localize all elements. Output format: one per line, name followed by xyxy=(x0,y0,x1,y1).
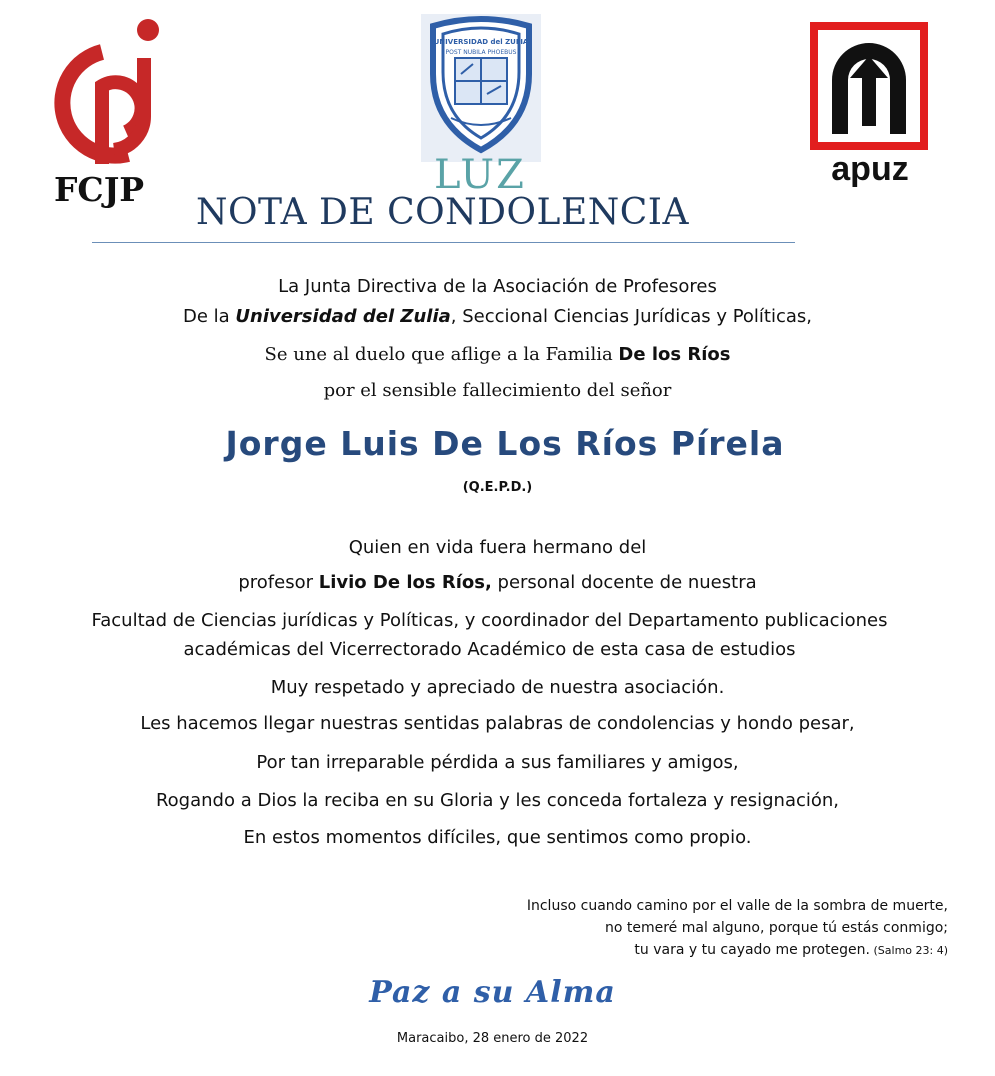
apuz-logo-text: apuz xyxy=(831,150,909,188)
psalm-reference: (Salmo 23: 4) xyxy=(870,944,948,957)
intro-line-1: La Junta Directiva de la Asociación de Profesores xyxy=(278,276,717,297)
body-line-2-prefix: profesor xyxy=(238,572,319,593)
intro-line-2-suffix: , Seccional Ciencias Jurídicas y Políticas, xyxy=(450,306,813,327)
body-line-7: Por tan irreparable pérdida a sus familiares y amigos, xyxy=(256,752,739,773)
psalm-line-2: no temeré mal alguno, porque tú estás conmigo; xyxy=(604,920,948,936)
psalm-line-1: Incluso cuando camino por el valle de la sombra de muerte, xyxy=(526,898,948,914)
deceased-name: Jorge Luis De Los Ríos Pírela xyxy=(225,424,785,463)
psalm-line-3-text: tu vara y tu cayado me protegen. xyxy=(634,942,870,958)
page-title: NOTA DE CONDOLENCIA xyxy=(196,192,689,233)
intro-line-2 xyxy=(0,306,995,327)
intro-line-3 xyxy=(0,344,995,365)
university-name: Universidad del Zulia xyxy=(235,306,451,327)
place-and-date: Maracaibo, 28 enero de 2022 xyxy=(396,1031,589,1046)
body-line-1: Quien en vida fuera hermano del xyxy=(348,537,647,558)
seal-motto-bottom: POST NUBILA PHOEBUS xyxy=(445,49,517,56)
body-line-6: Les hacemos llegar nuestras sentidas palabras de condolencias y hondo pesar, xyxy=(140,713,855,734)
apuz-emblem-icon xyxy=(810,22,930,152)
fcjp-logo-text: FCJP xyxy=(54,170,145,209)
luz-logo-text: LUZ xyxy=(434,152,526,198)
fcjp-emblem-icon xyxy=(40,14,170,174)
qepd-label: (Q.E.P.D.) xyxy=(462,480,533,495)
closing-blessing: Paz a su Alma xyxy=(369,975,616,1010)
seal-motto-top: UNIVERSIDAD del ZULIA xyxy=(433,38,529,46)
body-line-2 xyxy=(0,572,995,593)
body-line-4: académicas del Vicerrectorado Académico de esta casa de estudios xyxy=(183,639,796,660)
body-line-8: Rogando a Dios la reciba en su Gloria y les conceda fortaleza y resignación, xyxy=(155,790,840,811)
body-line-5: Muy respetado y apreciado de nuestra asociación. xyxy=(270,677,725,698)
university-seal-icon xyxy=(421,14,541,162)
intro-line-3-prefix: Se une al duelo que aflige a la Familia xyxy=(264,344,619,365)
luz-seal-logo xyxy=(421,14,541,162)
body-line-3: Facultad de Ciencias jurídicas y Políticas, y coordinador del Departamento publicaciones xyxy=(91,610,888,631)
body-line-2-suffix: personal docente de nuestra xyxy=(491,572,757,593)
intro-line-4: por el sensible fallecimiento del señor xyxy=(323,380,672,401)
intro-line-2-prefix: De la xyxy=(182,306,236,327)
professor-name: Livio De los Ríos, xyxy=(318,572,492,593)
body-line-9: En estos momentos difíciles, que sentimos como propio. xyxy=(243,827,752,848)
psalm-line-3 xyxy=(634,942,948,958)
family-name: De los Ríos xyxy=(618,344,731,365)
title-divider xyxy=(92,242,795,243)
